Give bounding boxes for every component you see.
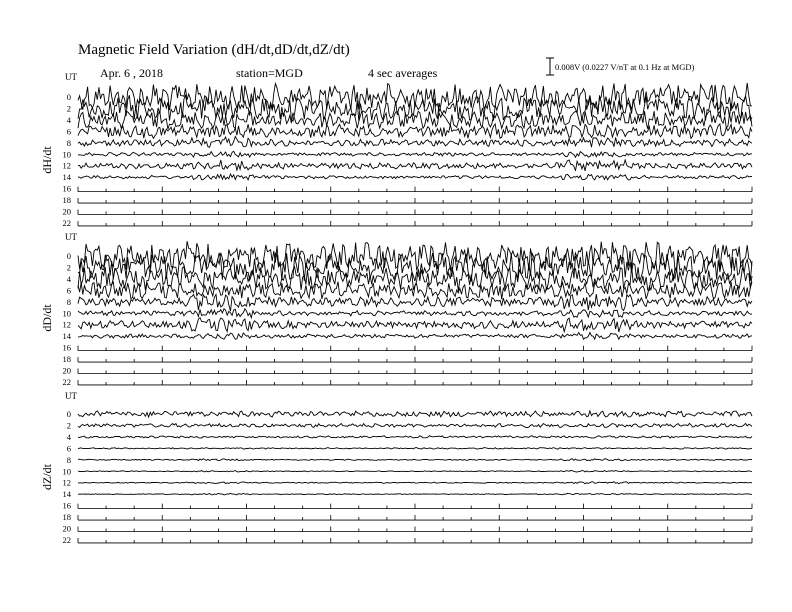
row-tick-label: 6 bbox=[66, 443, 71, 454]
panel-dzdt bbox=[40, 391, 752, 545]
panel-ylabel: dH/dt bbox=[40, 146, 54, 174]
station-label: station=MGD bbox=[236, 66, 303, 80]
panel-dhdt bbox=[40, 72, 752, 228]
row-tick-label: 12 bbox=[62, 319, 71, 330]
panel-ylabel: dZ/dt bbox=[40, 464, 54, 490]
row-tick-label: 10 bbox=[62, 149, 71, 160]
row-tick-label: 4 bbox=[66, 273, 71, 284]
ut-axis-label: UT bbox=[65, 391, 77, 401]
trace-line bbox=[78, 160, 752, 171]
row-tick-label: 20 bbox=[62, 523, 71, 534]
trace-line bbox=[78, 482, 752, 484]
row-tick-label: 12 bbox=[62, 160, 71, 171]
row-tick-label: 6 bbox=[66, 285, 71, 296]
row-tick-label: 14 bbox=[62, 172, 71, 183]
trace-line bbox=[78, 411, 752, 417]
row-tick-label: 0 bbox=[66, 251, 71, 261]
ut-axis-label: UT bbox=[65, 232, 77, 242]
date-label: Apr. 6 , 2018 bbox=[100, 66, 163, 80]
scale-label: 0.008V (0.0227 V/nT at 0.1 Hz at MGD) bbox=[555, 62, 695, 72]
row-tick-label: 6 bbox=[66, 126, 71, 137]
row-tick-label: 22 bbox=[62, 376, 71, 387]
trace-line bbox=[78, 471, 752, 473]
row-tick-label: 2 bbox=[66, 103, 71, 114]
row-tick-label: 8 bbox=[66, 137, 71, 148]
trace-line bbox=[78, 448, 752, 450]
row-tick-label: 8 bbox=[66, 296, 71, 307]
row-tick-label: 14 bbox=[62, 489, 71, 500]
row-tick-label: 18 bbox=[62, 354, 71, 365]
panels bbox=[40, 72, 752, 545]
trace-line bbox=[78, 137, 752, 148]
trace-line bbox=[78, 309, 752, 318]
averaging-label: 4 sec averages bbox=[368, 66, 438, 80]
trace-line bbox=[78, 493, 752, 495]
trace-line bbox=[78, 333, 752, 340]
row-tick-label: 10 bbox=[62, 308, 71, 319]
trace-line bbox=[78, 423, 752, 427]
ut-axis-label: UT bbox=[65, 72, 77, 82]
trace-line bbox=[78, 294, 752, 311]
trace-line bbox=[78, 459, 752, 461]
row-tick-label: 14 bbox=[62, 331, 71, 342]
row-tick-label: 2 bbox=[66, 420, 71, 431]
row-tick-label: 2 bbox=[66, 262, 71, 273]
row-tick-label: 0 bbox=[66, 409, 71, 419]
trace-line bbox=[78, 318, 752, 332]
panel-dddt bbox=[40, 232, 752, 387]
scale-bar bbox=[546, 58, 554, 75]
trace-line bbox=[78, 151, 752, 157]
row-tick-label: 22 bbox=[62, 534, 71, 545]
row-tick-label: 16 bbox=[62, 183, 71, 194]
row-tick-label: 8 bbox=[66, 454, 71, 465]
row-tick-label: 22 bbox=[62, 217, 71, 228]
row-tick-label: 0 bbox=[66, 92, 71, 102]
row-tick-label: 18 bbox=[62, 195, 71, 206]
row-tick-label: 4 bbox=[66, 114, 71, 125]
panel-ylabel: dD/dt bbox=[40, 304, 54, 332]
trace-line bbox=[78, 174, 752, 180]
row-tick-label: 18 bbox=[62, 512, 71, 523]
row-tick-label: 4 bbox=[66, 431, 71, 442]
row-tick-label: 16 bbox=[62, 500, 71, 511]
chart-title: Magnetic Field Variation (dH/dt,dD/dt,dZ/dt) bbox=[78, 42, 350, 58]
trace-line bbox=[78, 436, 752, 438]
row-tick-label: 20 bbox=[62, 206, 71, 217]
row-tick-label: 16 bbox=[62, 342, 71, 353]
row-tick-label: 10 bbox=[62, 466, 71, 477]
row-tick-label: 12 bbox=[62, 477, 71, 488]
row-tick-label: 20 bbox=[62, 365, 71, 376]
trace-line bbox=[78, 83, 752, 112]
